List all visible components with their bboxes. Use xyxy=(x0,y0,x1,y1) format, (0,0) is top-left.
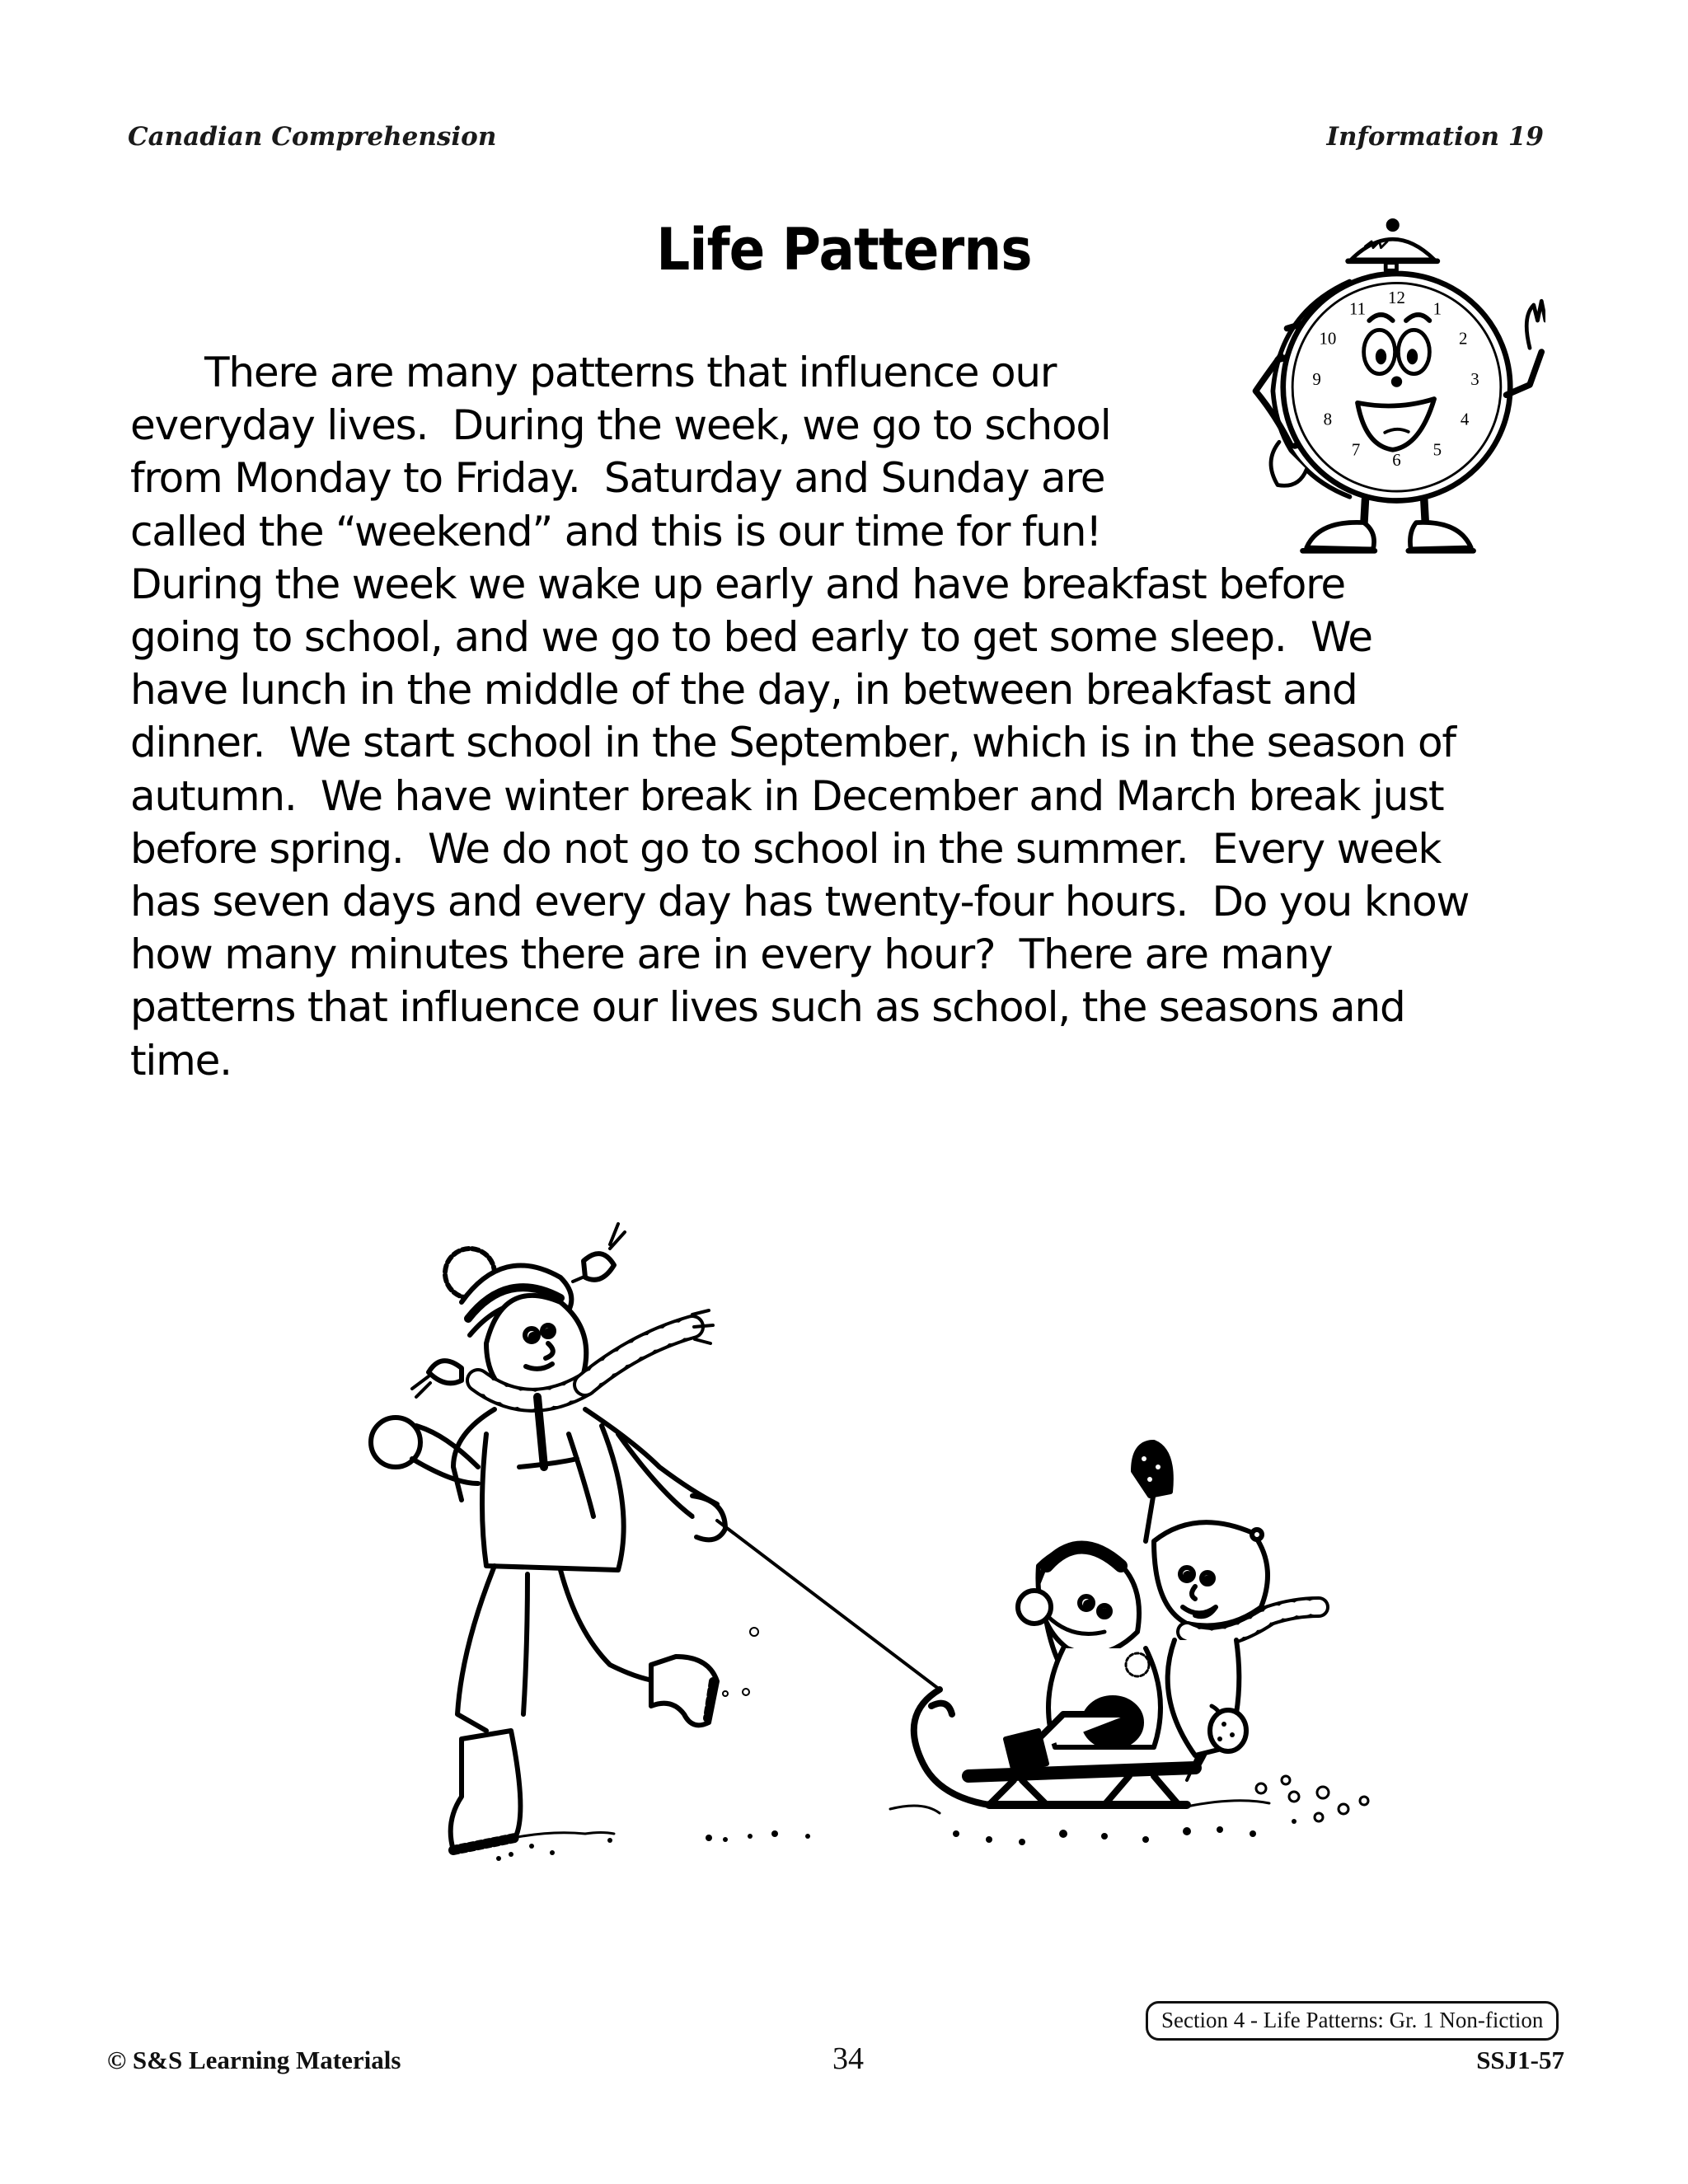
header-info-number: Information 19 xyxy=(1326,122,1544,152)
clock-number-1: 1 xyxy=(1432,298,1442,319)
passage-line: There are many patterns that influence our xyxy=(204,349,1057,396)
passage-line: patterns that influence our lives such as school, the seasons and xyxy=(130,983,1405,1032)
clock-number-4: 4 xyxy=(1460,409,1470,429)
section-label-box: Section 4 - Life Patterns: Gr. 1 Non-fiction xyxy=(1146,2001,1559,2041)
sledding-scene-illustration xyxy=(363,1220,1500,1896)
passage-line: everyday lives. During the week, we go to school xyxy=(130,401,1111,450)
clock-number-10: 10 xyxy=(1319,328,1337,349)
copyright-notice: © S&S Learning Materials xyxy=(107,2046,401,2074)
passage-line: called the “weekend” and this is our time for fun! xyxy=(130,507,1102,555)
clock-number-11: 11 xyxy=(1348,298,1367,319)
clock-number-3: 3 xyxy=(1470,368,1479,389)
clock-number-6: 6 xyxy=(1392,449,1401,470)
passage-line: time. xyxy=(130,1036,232,1085)
passage-line: how many minutes there are in every hour? There are many xyxy=(130,930,1333,979)
passage-line: dinner. We start school in the September, which is in the season of xyxy=(130,719,1456,767)
clock-number-8: 8 xyxy=(1323,409,1333,429)
clock-number-2: 2 xyxy=(1459,328,1468,349)
passage-line: autumn. We have winter break in December and March break just xyxy=(130,771,1444,820)
clock-number-5: 5 xyxy=(1432,439,1442,460)
passage-line: from Monday to Friday. Saturday and Sunday are xyxy=(130,454,1105,503)
product-code: SSJ1-57 xyxy=(1476,2046,1564,2074)
passage-line: going to school, and we go to bed early to get some sleep. We xyxy=(130,613,1372,662)
clock-number-7: 7 xyxy=(1351,439,1361,460)
passage-line: has seven days and every day has twenty-four hours. Do you know xyxy=(130,878,1470,926)
page-title: Life Patterns xyxy=(656,216,1032,284)
page-number: 34 xyxy=(832,2041,864,2076)
passage-line: before spring. We do not go to school in the summer. Every week xyxy=(130,824,1442,873)
passage-line: During the week we wake up early and have breakfast before xyxy=(130,560,1345,608)
clock-number-9: 9 xyxy=(1312,368,1321,389)
reading-passage xyxy=(130,346,1469,1087)
clock-number-12: 12 xyxy=(1388,288,1405,308)
passage-line: have lunch in the middle of the day, in between breakfast and xyxy=(130,666,1357,715)
header-series-title: Canadian Comprehension xyxy=(128,122,497,152)
